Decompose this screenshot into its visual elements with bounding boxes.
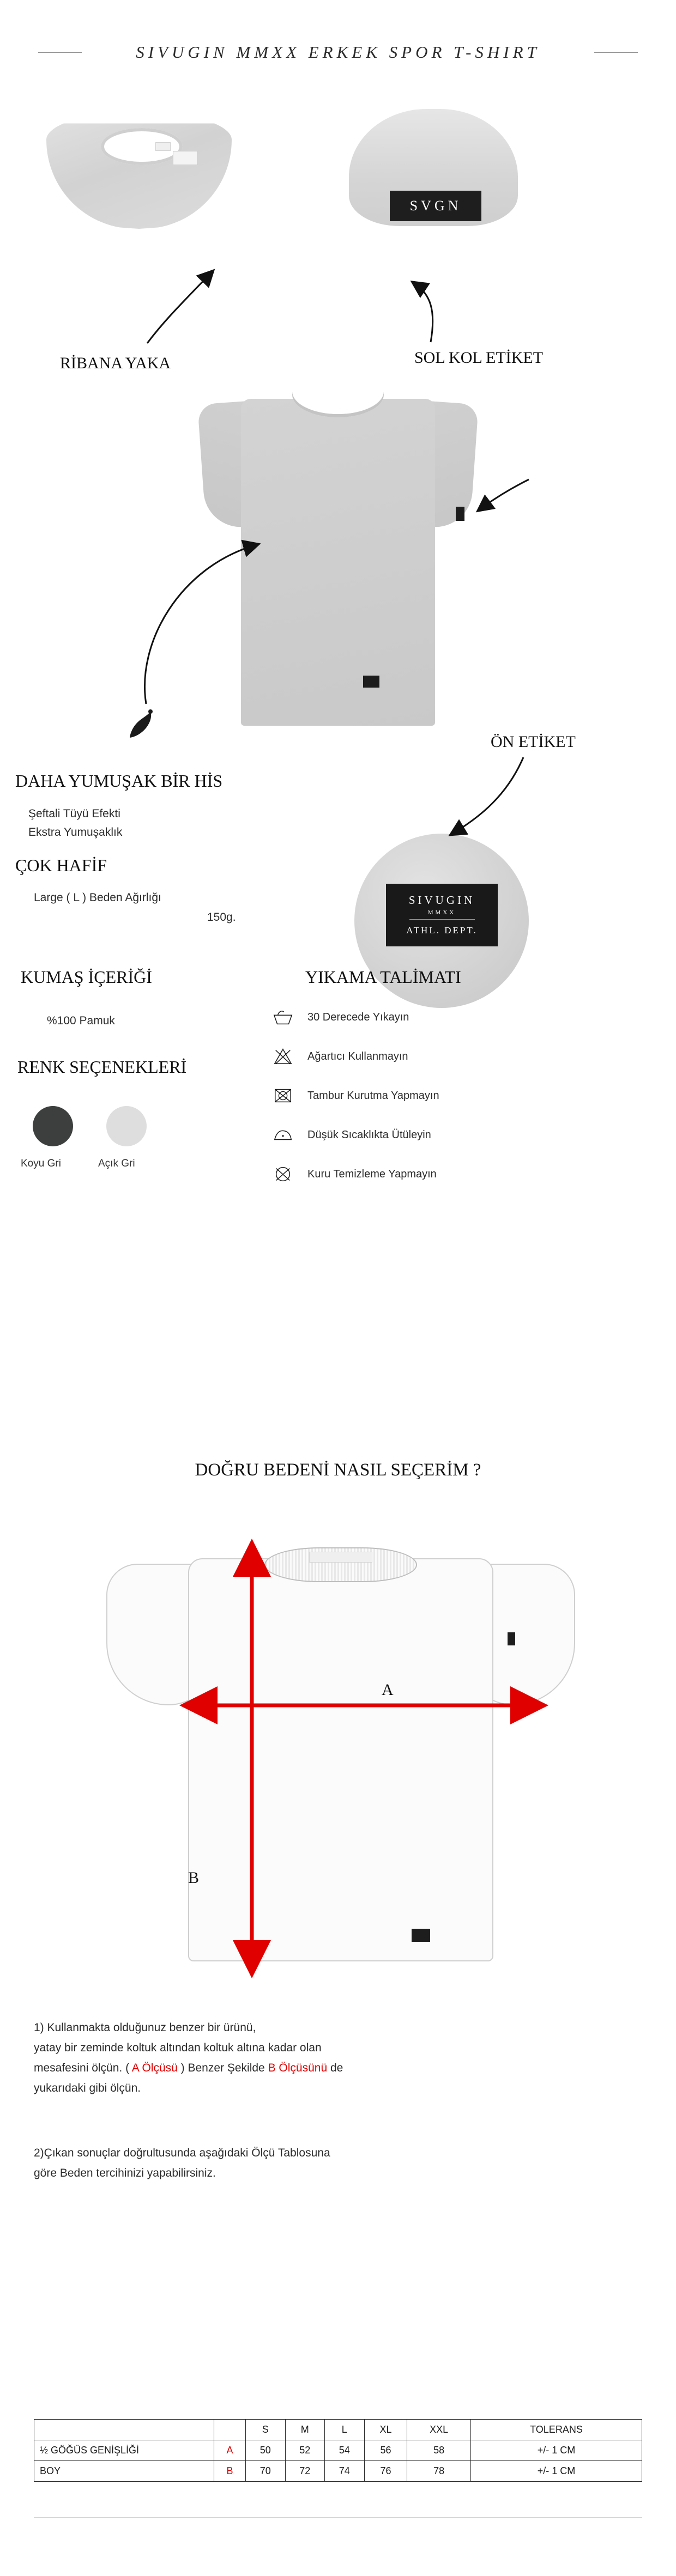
svgn-woven-label: SVGN xyxy=(390,191,481,221)
collar-size-tag xyxy=(155,142,171,151)
no-tumble-dry-icon xyxy=(273,1086,293,1105)
row-0-value-xl: 56 xyxy=(364,2440,407,2461)
collar-care-tag xyxy=(173,151,198,165)
table-row xyxy=(34,2440,642,2461)
row-0-value-xxl: 58 xyxy=(407,2440,471,2461)
step1-line3-post: de xyxy=(327,2062,343,2074)
size-table xyxy=(34,2419,642,2482)
main-tshirt-photo xyxy=(202,370,474,741)
feather-icon xyxy=(125,708,160,743)
step1-line3 xyxy=(34,2059,343,2077)
header-size-l: L xyxy=(325,2420,365,2440)
measure-label-b: B xyxy=(188,1869,200,1887)
table-row xyxy=(34,2461,642,2482)
callout-sol-kol-etiket: SOL KOL ETİKET xyxy=(414,349,544,367)
row-0-value-m: 52 xyxy=(285,2440,325,2461)
front-label-line1: SIVUGIN xyxy=(408,894,475,907)
colors-heading: RENK SEÇENEKLERİ xyxy=(17,1057,187,1077)
header-size-s: S xyxy=(246,2420,286,2440)
header-tolerance: TOLERANS xyxy=(470,2420,642,2440)
row-1-label: BOY xyxy=(34,2461,214,2482)
row-1-value-s: 70 xyxy=(246,2461,286,2482)
wash-item-2-text: Tambur Kurutma Yapmayın xyxy=(307,1089,439,1102)
header-size-m: M xyxy=(285,2420,325,2440)
sleeve-label-photo xyxy=(349,109,518,240)
iron-low-heat-icon xyxy=(273,1126,293,1144)
flat-hem-tag xyxy=(412,1929,430,1942)
row-1-value-xl: 76 xyxy=(364,2461,407,2482)
wash-item-0-text: 30 Derecede Yıkayın xyxy=(307,1011,409,1023)
feature-2-heading: ÇOK HAFİF xyxy=(15,855,107,875)
front-label-divider xyxy=(409,919,475,920)
front-label-line2: MMXX xyxy=(427,909,456,916)
fabric-heading: KUMAŞ İÇERİĞİ xyxy=(21,967,152,987)
wash-item-4-text: Kuru Temizleme Yapmayın xyxy=(307,1168,437,1180)
feature-1-line-1: Şeftali Tüyü Efekti xyxy=(28,807,120,820)
flat-tshirt-diagram xyxy=(106,1526,575,1978)
front-woven-label xyxy=(386,884,498,946)
footer-divider xyxy=(34,2517,642,2518)
callout-ribana-yaka: RİBANA YAKA xyxy=(60,354,171,372)
step1-line4: yukarıdaki gibi ölçün. xyxy=(34,2082,141,2094)
row-1-tolerance: +/- 1 CM xyxy=(470,2461,642,2482)
step2-line2: göre Beden tercihinizi yapabilirsiniz. xyxy=(34,2167,216,2179)
color-swatch-acik-gri[interactable] xyxy=(106,1106,147,1146)
collar-photo xyxy=(46,112,232,237)
no-dry-clean-icon xyxy=(273,1165,293,1183)
row-1-value-m: 72 xyxy=(285,2461,325,2482)
row-1-value-xxl: 78 xyxy=(407,2461,471,2482)
header-blank-label xyxy=(34,2420,214,2440)
color-swatch-koyu-gri[interactable] xyxy=(33,1106,73,1146)
wash-item-2 xyxy=(273,1086,439,1105)
step1-line3-pre: mesafesini ölçün. ( xyxy=(34,2062,132,2074)
tshirt-body xyxy=(241,399,435,726)
header-blank-letter xyxy=(214,2420,246,2440)
flat-neck-patch xyxy=(309,1552,372,1563)
step1-line3-mid: ) Benzer Şekilde xyxy=(177,2062,268,2074)
tshirt-hem-tag xyxy=(363,676,379,688)
wash-item-4 xyxy=(273,1165,437,1183)
header-size-xl: XL xyxy=(364,2420,407,2440)
flat-sleeve-tag xyxy=(508,1632,515,1645)
wash-item-1 xyxy=(273,1047,408,1066)
feature-1-heading: DAHA YUMUŞAK BİR HİS xyxy=(15,771,223,791)
tshirt-sleeve-tag xyxy=(456,507,464,521)
row-0-label: ½ GÖĞÜS GENİŞLİĞİ xyxy=(34,2440,214,2461)
wash-tub-icon xyxy=(273,1008,293,1026)
wash-item-3 xyxy=(273,1126,431,1144)
row-0-value-l: 54 xyxy=(325,2440,365,2461)
front-label-line3: ATHL. DEPT. xyxy=(406,925,478,935)
wash-heading: YIKAMA TALİMATI xyxy=(305,967,461,987)
step2-line1: 2)Çıkan sonuçlar doğrultusunda aşağıdaki Ölçü Tablosuna xyxy=(34,2147,330,2159)
flat-body xyxy=(188,1558,493,1961)
measure-label-a: A xyxy=(382,1681,394,1699)
wash-item-3-text: Düşük Sıcaklıkta Ütüleyin xyxy=(307,1128,431,1141)
step1-line1: 1) Kullanmakta olduğunuz benzer bir ürünü, xyxy=(34,2021,256,2034)
row-0-letter: A xyxy=(214,2440,246,2461)
callout-on-etiket: ÖN ETİKET xyxy=(491,733,576,751)
step1-line2: yatay bir zeminde koltuk altından koltuk altına kadar olan xyxy=(34,2042,322,2054)
row-0-value-s: 50 xyxy=(246,2440,286,2461)
color-label-koyu-gri: Koyu Gri xyxy=(21,1158,61,1169)
wash-item-0 xyxy=(273,1008,409,1026)
no-bleach-triangle-icon xyxy=(273,1047,293,1066)
feature-1-line-2: Ekstra Yumuşaklık xyxy=(28,826,123,839)
step1-measure-b: B Ölçüsünü xyxy=(268,2062,328,2074)
row-1-letter: B xyxy=(214,2461,246,2482)
size-guide-heading: DOĞRU BEDENİ NASIL SEÇERİM ? xyxy=(195,1460,481,1480)
feature-2-line-1: Large ( L ) Beden Ağırlığı xyxy=(34,891,161,904)
wash-item-1-text: Ağartıcı Kullanmayın xyxy=(307,1050,408,1062)
row-0-tolerance: +/- 1 CM xyxy=(470,2440,642,2461)
feature-2-line-2: 150g. xyxy=(207,911,236,924)
header-size-xxl: XXL xyxy=(407,2420,471,2440)
fabric-value: %100 Pamuk xyxy=(47,1014,115,1027)
color-label-acik-gri: Açık Gri xyxy=(98,1158,135,1169)
page-title: SIVUGIN MMXX ERKEK SPOR T-SHIRT xyxy=(136,42,540,62)
step1-measure-a: A Ölçüsü xyxy=(131,2062,178,2074)
table-header-row xyxy=(34,2420,642,2440)
row-1-value-l: 74 xyxy=(325,2461,365,2482)
